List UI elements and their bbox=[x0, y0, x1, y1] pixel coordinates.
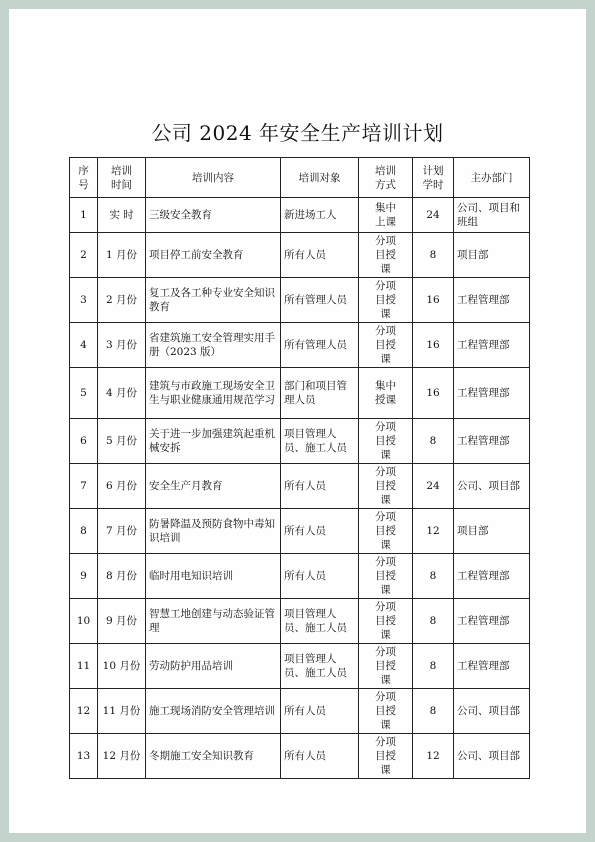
table-row bbox=[70, 644, 530, 689]
row-number: 13 bbox=[70, 734, 98, 779]
row-time: 4 月份 bbox=[98, 368, 146, 419]
row-number: 1 bbox=[70, 198, 98, 233]
row-target: 项目管理人员、施工人员 bbox=[281, 644, 359, 689]
table-row bbox=[70, 734, 530, 779]
row-time: 12 月份 bbox=[98, 734, 146, 779]
row-hours: 16 bbox=[413, 323, 454, 368]
row-time: 7 月份 bbox=[98, 509, 146, 554]
table-header-row bbox=[70, 158, 530, 198]
row-dept: 公司、项目部 bbox=[454, 734, 530, 779]
table-row bbox=[70, 689, 530, 734]
row-dept: 项目部 bbox=[454, 233, 530, 278]
row-number: 7 bbox=[70, 464, 98, 509]
row-method: 分项目授课 bbox=[359, 509, 413, 554]
row-content: 三级安全教育 bbox=[146, 198, 281, 233]
row-hours: 12 bbox=[413, 734, 454, 779]
row-method: 分项目授课 bbox=[359, 419, 413, 464]
document-page bbox=[9, 9, 586, 833]
row-hours: 16 bbox=[413, 278, 454, 323]
row-content: 复工及各工种专业安全知识教育 bbox=[146, 278, 281, 323]
row-hours: 24 bbox=[413, 464, 454, 509]
header-method: 培训方式 bbox=[359, 158, 413, 198]
row-dept: 项目部 bbox=[454, 509, 530, 554]
row-content: 安全生产月教育 bbox=[146, 464, 281, 509]
row-number: 8 bbox=[70, 509, 98, 554]
row-method: 集中授课 bbox=[359, 368, 413, 419]
row-time: 1 月份 bbox=[98, 233, 146, 278]
table-row bbox=[70, 509, 530, 554]
row-time: 9 月份 bbox=[98, 599, 146, 644]
header-hours: 计划学时 bbox=[413, 158, 454, 198]
row-hours: 8 bbox=[413, 599, 454, 644]
row-method: 分项目授课 bbox=[359, 554, 413, 599]
row-method: 分项目授课 bbox=[359, 599, 413, 644]
row-content: 冬期施工安全知识教育 bbox=[146, 734, 281, 779]
row-target: 项目管理人员、施工人员 bbox=[281, 419, 359, 464]
row-target: 所有管理人员 bbox=[281, 278, 359, 323]
row-hours: 8 bbox=[413, 644, 454, 689]
row-target: 所有管理人员 bbox=[281, 323, 359, 368]
row-method: 分项目授课 bbox=[359, 278, 413, 323]
row-time: 5 月份 bbox=[98, 419, 146, 464]
row-content: 建筑与市政施工现场安全卫生与职业健康通用规范学习 bbox=[146, 368, 281, 419]
row-time: 3 月份 bbox=[98, 323, 146, 368]
row-dept: 工程管理部 bbox=[454, 368, 530, 419]
row-method: 分项目授课 bbox=[359, 233, 413, 278]
row-target: 所有人员 bbox=[281, 509, 359, 554]
header-no: 序号 bbox=[70, 158, 98, 198]
table-row bbox=[70, 233, 530, 278]
row-method: 分项目授课 bbox=[359, 464, 413, 509]
row-method: 分项目授课 bbox=[359, 689, 413, 734]
row-hours: 16 bbox=[413, 368, 454, 419]
table-row bbox=[70, 464, 530, 509]
row-content: 项目停工前安全教育 bbox=[146, 233, 281, 278]
row-hours: 8 bbox=[413, 689, 454, 734]
row-dept: 工程管理部 bbox=[454, 323, 530, 368]
row-time: 6 月份 bbox=[98, 464, 146, 509]
row-time: 实 时 bbox=[98, 198, 146, 233]
row-method: 分项目授课 bbox=[359, 644, 413, 689]
row-number: 4 bbox=[70, 323, 98, 368]
table-row bbox=[70, 323, 530, 368]
row-target: 所有人员 bbox=[281, 554, 359, 599]
table-row bbox=[70, 599, 530, 644]
row-number: 9 bbox=[70, 554, 98, 599]
row-dept: 工程管理部 bbox=[454, 554, 530, 599]
row-target: 项目管理人员、施工人员 bbox=[281, 599, 359, 644]
row-method: 分项目授课 bbox=[359, 734, 413, 779]
table-row bbox=[70, 198, 530, 233]
row-method: 分项目授课 bbox=[359, 323, 413, 368]
row-content: 省建筑施工安全管理实用手册（2023 版） bbox=[146, 323, 281, 368]
row-number: 12 bbox=[70, 689, 98, 734]
row-target: 所有人员 bbox=[281, 233, 359, 278]
row-dept: 工程管理部 bbox=[454, 599, 530, 644]
row-number: 2 bbox=[70, 233, 98, 278]
row-content: 关于进一步加强建筑起重机械安拆 bbox=[146, 419, 281, 464]
row-hours: 8 bbox=[413, 233, 454, 278]
row-content: 施工现场消防安全管理培训 bbox=[146, 689, 281, 734]
header-dept: 主办部门 bbox=[454, 158, 530, 198]
row-hours: 24 bbox=[413, 198, 454, 233]
row-target: 所有人员 bbox=[281, 689, 359, 734]
row-hours: 8 bbox=[413, 419, 454, 464]
row-target: 所有人员 bbox=[281, 734, 359, 779]
row-dept: 工程管理部 bbox=[454, 644, 530, 689]
training-plan-table bbox=[69, 157, 530, 779]
row-time: 11 月份 bbox=[98, 689, 146, 734]
document-title: 公司 2024 年安全生产培训计划 bbox=[151, 121, 444, 145]
row-target: 新进场工人 bbox=[281, 198, 359, 233]
table-row bbox=[70, 368, 530, 419]
row-dept: 工程管理部 bbox=[454, 278, 530, 323]
header-time: 培训时间 bbox=[98, 158, 146, 198]
row-target: 所有人员 bbox=[281, 464, 359, 509]
row-content: 防暑降温及预防食物中毒知识培训 bbox=[146, 509, 281, 554]
row-content: 劳动防护用品培训 bbox=[146, 644, 281, 689]
row-dept: 公司、项目部 bbox=[454, 464, 530, 509]
row-content: 临时用电知识培训 bbox=[146, 554, 281, 599]
row-number: 10 bbox=[70, 599, 98, 644]
row-dept: 公司、项目和班组 bbox=[454, 198, 530, 233]
row-number: 6 bbox=[70, 419, 98, 464]
header-content: 培训内容 bbox=[146, 158, 281, 198]
row-number: 11 bbox=[70, 644, 98, 689]
header-target: 培训对象 bbox=[281, 158, 359, 198]
row-dept: 工程管理部 bbox=[454, 419, 530, 464]
table-row bbox=[70, 419, 530, 464]
row-number: 3 bbox=[70, 278, 98, 323]
row-method: 集中上课 bbox=[359, 198, 413, 233]
table-row bbox=[70, 554, 530, 599]
row-hours: 8 bbox=[413, 554, 454, 599]
row-hours: 12 bbox=[413, 509, 454, 554]
row-target: 部门和项目管理人员 bbox=[281, 368, 359, 419]
row-content: 智慧工地创建与动态验证管理 bbox=[146, 599, 281, 644]
row-time: 8 月份 bbox=[98, 554, 146, 599]
row-dept: 公司、项目部 bbox=[454, 689, 530, 734]
table-row bbox=[70, 278, 530, 323]
row-time: 10 月份 bbox=[98, 644, 146, 689]
row-time: 2 月份 bbox=[98, 278, 146, 323]
row-number: 5 bbox=[70, 368, 98, 419]
